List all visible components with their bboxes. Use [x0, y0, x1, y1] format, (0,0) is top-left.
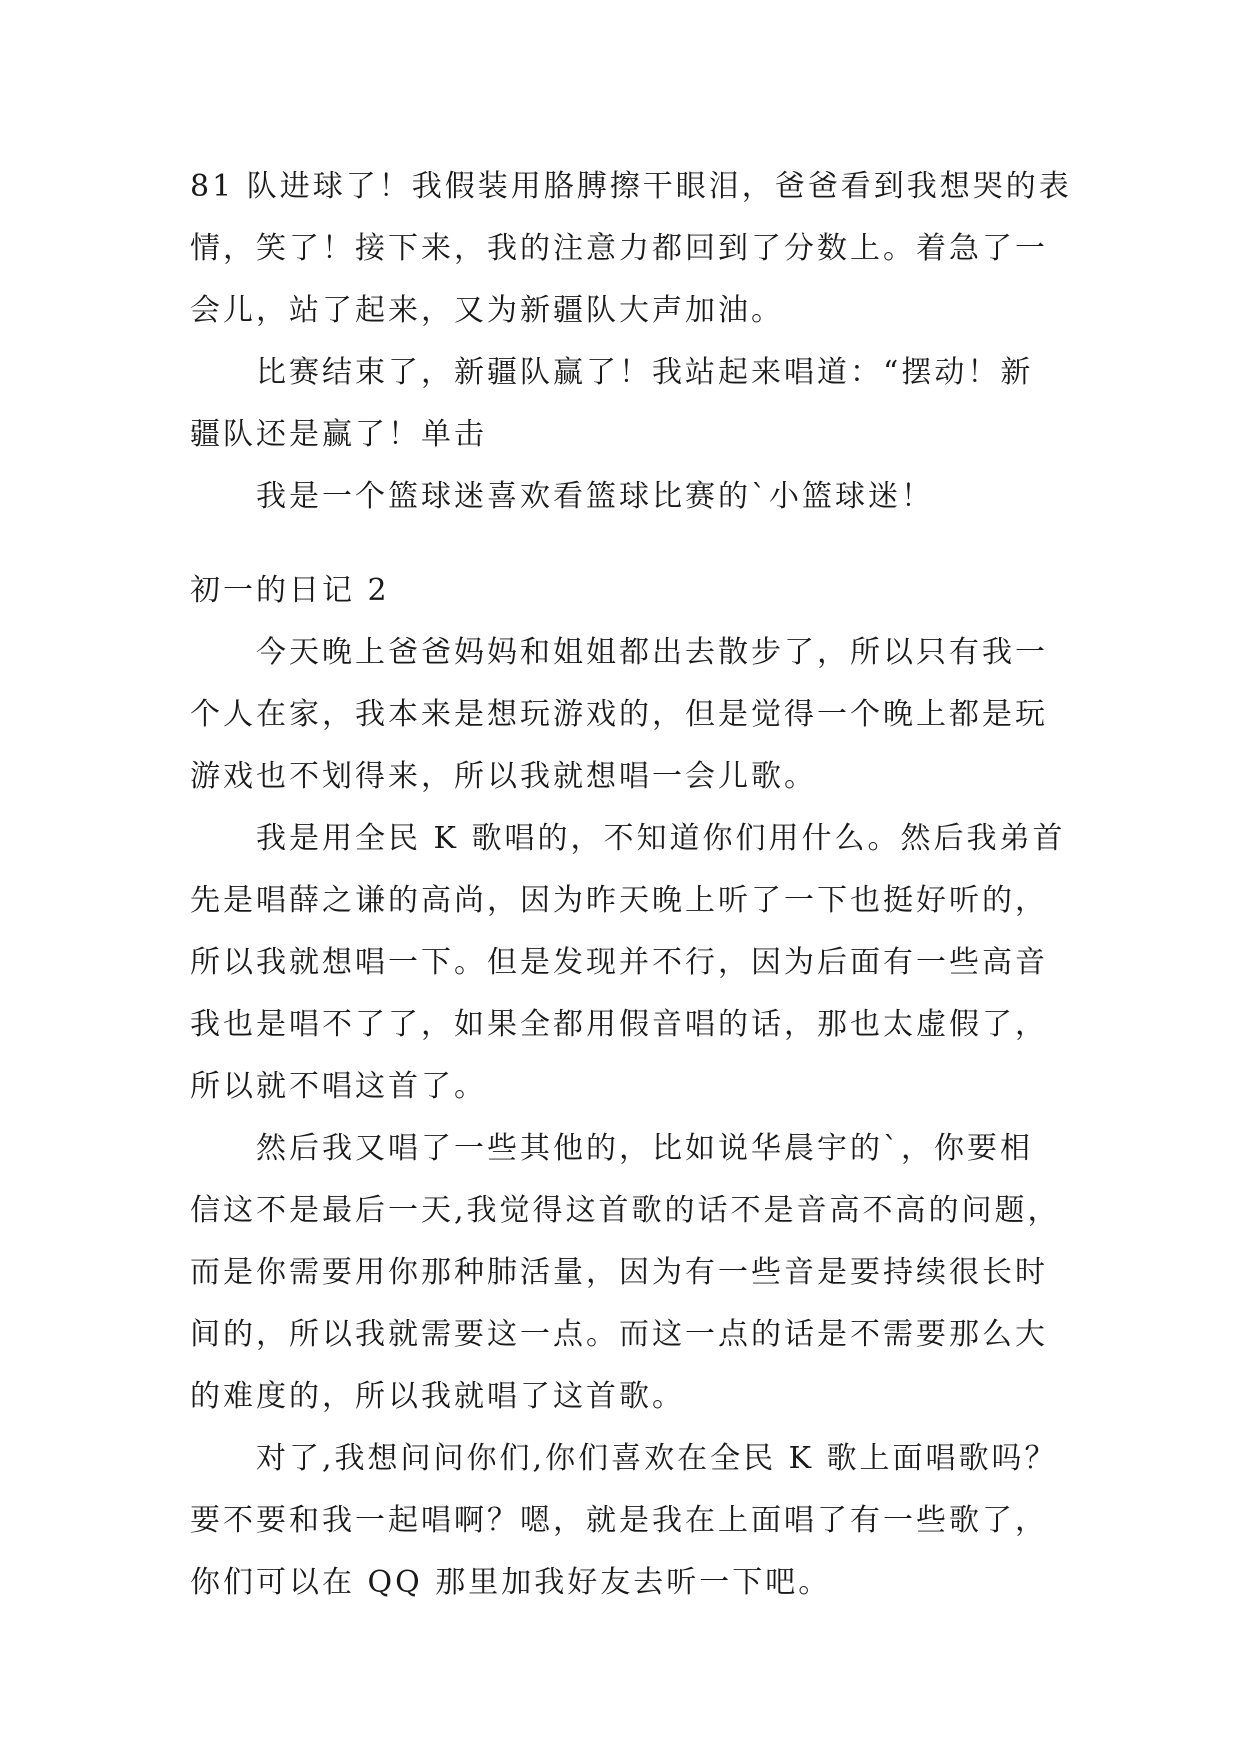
text-line: 会儿，站了起来，又为新疆队大声加油。: [190, 293, 784, 328]
text-line: 比赛结束了，新疆队赢了！我站起来唱道：“摆动！新: [256, 355, 1034, 390]
text-line: 要不要和我一起唱啊？嗯，就是我在上面唱了有一些歌了，: [190, 1503, 1048, 1538]
text-line: 信这不是最后一天,我觉得这首歌的话不是音高不高的问题，: [190, 1193, 1061, 1228]
text-line: 对了,我想问问你们,你们喜欢在全民 K 歌上面唱歌吗？: [256, 1441, 1058, 1476]
diary-title: 初一的日记 2: [190, 573, 390, 608]
text-line: 我是用全民 K 歌唱的，不知道你们用什么。然后我弟首: [256, 821, 1066, 856]
text-line: 而是你需要用你那种肺活量，因为有一些音是要持续很长时: [190, 1255, 1048, 1290]
text-line: 我是一个篮球迷喜欢看篮球比赛的`小篮球迷！: [256, 479, 934, 514]
text-line: 个人在家，我本来是想玩游戏的，但是觉得一个晚上都是玩: [190, 697, 1048, 732]
text-line: 所以就不唱这首了。: [190, 1069, 487, 1104]
text-line: 我也是唱不了了，如果全都用假音唱的话，那也太虚假了，: [190, 1007, 1048, 1042]
text-line: 今天晚上爸爸妈妈和姐姐都出去散步了，所以只有我一: [256, 635, 1048, 670]
text-line: 然后我又唱了一些其他的，比如说华晨宇的`，你要相: [256, 1131, 1033, 1166]
text-block-1: [190, 156, 1072, 528]
text-line: 你们可以在 QQ 那里加我好友去听一下吧。: [190, 1565, 832, 1600]
text-line: 81 队进球了！我假装用胳膊擦干眼泪，爸爸看到我想哭的表: [190, 169, 1072, 204]
text-block-2: [190, 560, 1066, 1614]
text-line: 先是唱薛之谦的高尚，因为昨天晚上听了一下也挺好听的，: [190, 883, 1048, 918]
text-line: 的难度的，所以我就唱了这首歌。: [190, 1379, 685, 1414]
text-line: 情，笑了！接下来，我的注意力都回到了分数上。着急了一: [190, 231, 1048, 266]
text-line: 间的，所以我就需要这一点。而这一点的话是不需要那么大: [190, 1317, 1048, 1352]
text-line: 游戏也不划得来，所以我就想唱一会儿歌。: [190, 759, 817, 794]
text-line: 疆队还是赢了！单击: [190, 417, 487, 452]
text-line: 所以我就想唱一下。但是发现并不行，因为后面有一些高音: [190, 945, 1048, 980]
